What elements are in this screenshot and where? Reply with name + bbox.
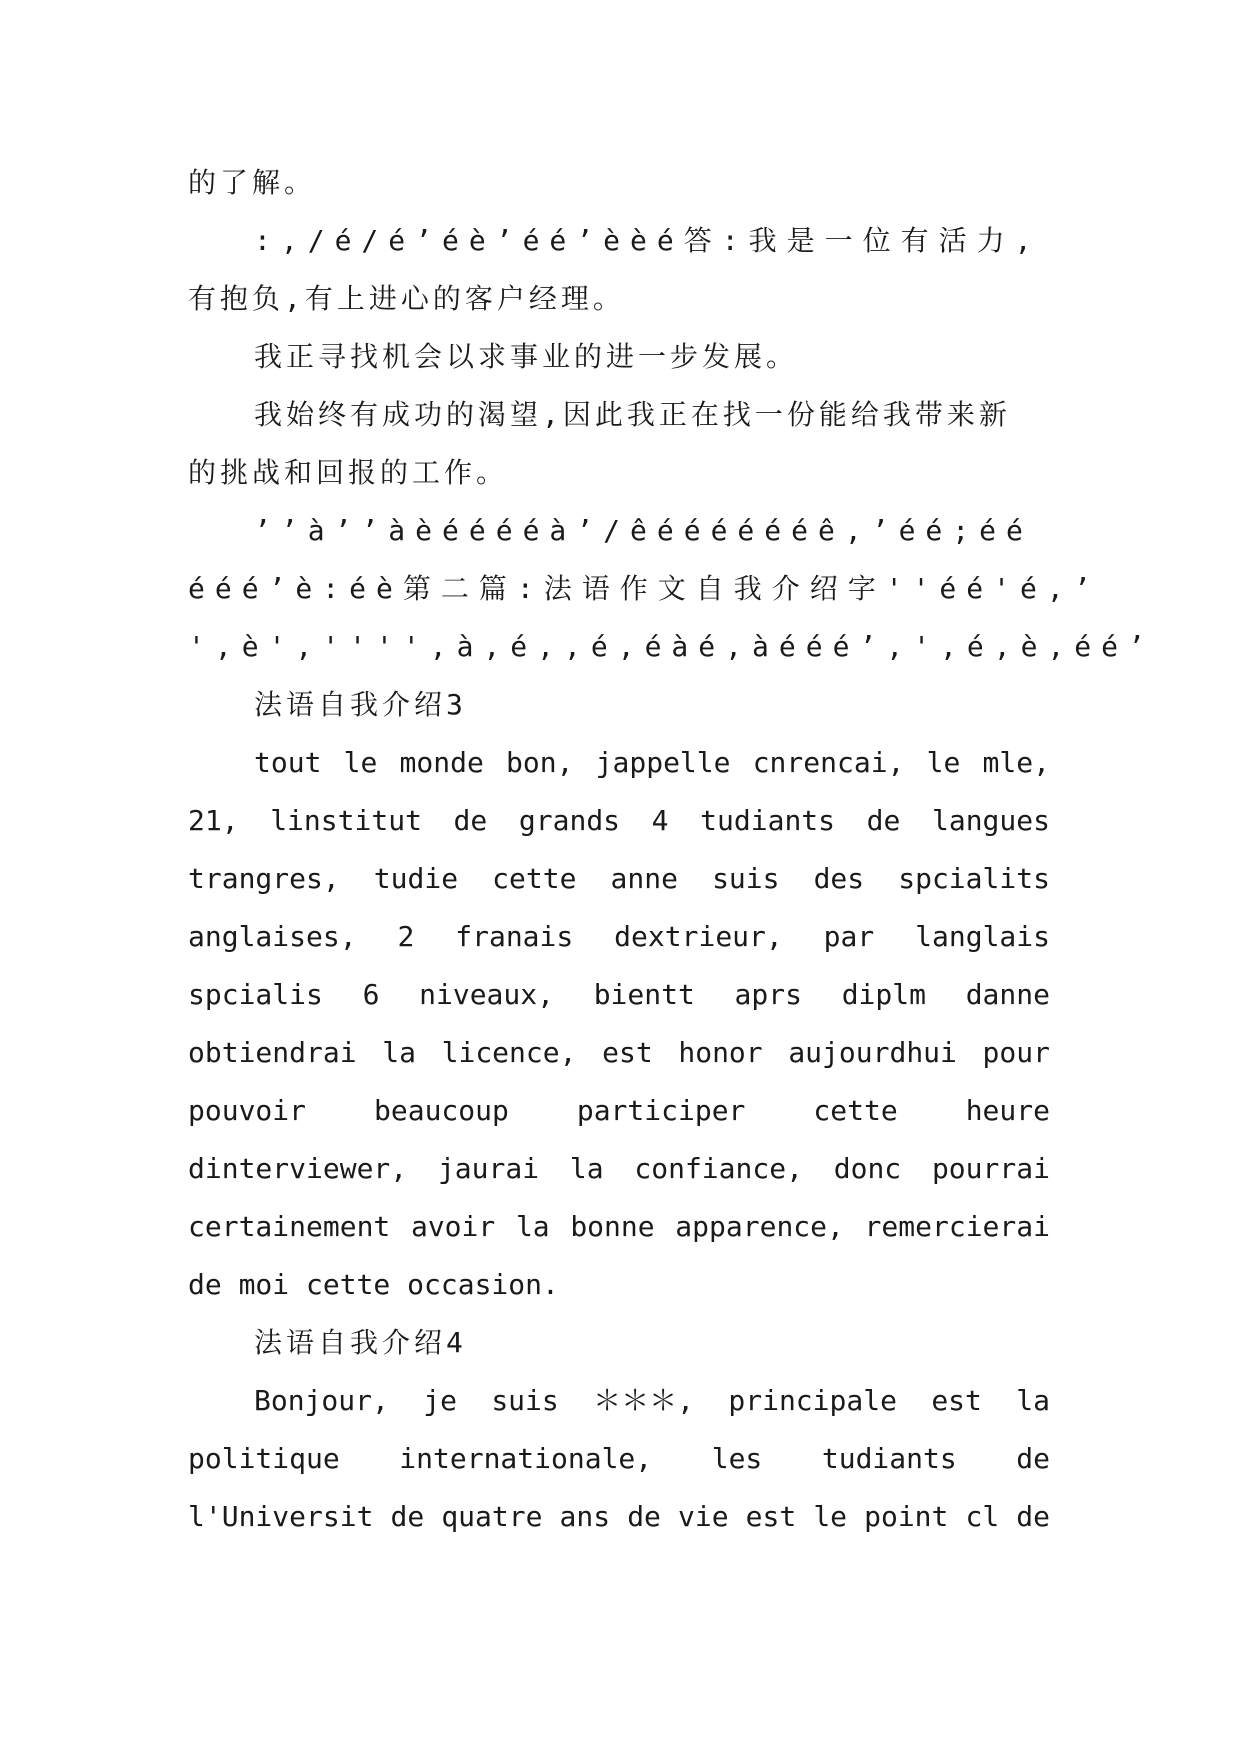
word: diplm [841,978,926,1011]
text-line: ééé’è:éè第二篇:法语作文自我介绍字''éé'é,’ [188,572,1101,605]
word: mle, [982,746,1050,779]
word: bientt [593,978,695,1011]
word: langues [931,804,1050,837]
word: l'Universit [188,1500,374,1533]
word: honor [678,1036,763,1069]
word: cette [813,1094,898,1127]
word: par [823,920,875,953]
word: cl [965,1500,1000,1533]
word: suis [712,862,780,895]
word: de [866,804,901,837]
text-line [188,1430,1050,1488]
word: jappelle [595,746,731,779]
word: licence, [441,1036,577,1069]
text-line [188,1488,1050,1546]
word: monde [399,746,484,779]
text-line [188,1024,1050,1082]
word: le [926,746,961,779]
word: bonne [570,1210,655,1243]
word: pour [982,1036,1050,1069]
word: de [627,1500,661,1533]
text-line: 我正寻找机会以求事业的进一步发展。 [254,340,799,373]
word: de [1016,1500,1050,1533]
text-line [188,966,1050,1024]
text-line [188,908,1050,966]
word: dinterviewer, [188,1152,408,1185]
word: linstitut [270,804,422,837]
word: suis [491,1384,559,1417]
word: quatre [441,1500,543,1533]
text-line [188,734,1050,792]
word: vie [678,1500,729,1533]
word: je [423,1384,457,1417]
word: ＊＊＊, [593,1384,694,1417]
text-line [188,1198,1050,1256]
text-line: 的了解。 [188,166,317,199]
word: internationale, [399,1442,653,1475]
word: la [382,1036,416,1069]
word: langlais [915,920,1050,953]
word: des [813,862,865,895]
word: 6 [362,978,380,1011]
word: cette [492,862,577,895]
text-line: 法语自我介绍4 [254,1326,467,1359]
word: de [1016,1442,1050,1475]
word: spcialis [188,978,323,1011]
text-line: ',è','''',à,é,,é,éàé,àééé’,',é,è,éé’ [188,630,1155,663]
text-line [188,1082,1050,1140]
word: donc [833,1152,902,1185]
word: point [864,1500,949,1533]
word: trangres, [188,862,340,895]
word: pouvoir [188,1094,307,1127]
word: grands [518,804,621,837]
text-line: :,/é/é’éè’éé’èèé答:我是一位有活力, [254,224,1042,257]
text-line: de moi cette occasion. [188,1268,559,1301]
word: aprs [734,978,802,1011]
word: politique [188,1442,340,1475]
text-line: 我始终有成功的渴望,因此我正在找一份能给我带来新 [254,398,1011,431]
word: est [602,1036,653,1069]
word: la [569,1152,604,1185]
word: jaurai [437,1152,540,1185]
text-line: ’’à’’àèééééà’/êééééééê,’éé;éé [254,514,1033,547]
word: tudie [373,862,459,895]
word: participer [576,1094,746,1127]
text-line [188,1140,1050,1198]
text-line [188,792,1050,850]
word: tudiants [821,1442,957,1475]
word: 2 [397,920,415,953]
word: bon, [506,746,574,779]
word: cnrencai, [752,746,905,779]
word: franais [455,920,574,953]
word: aujourdhui [788,1036,957,1069]
word: spcialits [898,862,1050,895]
word: pourrai [931,1152,1050,1185]
word: confiance, [634,1152,803,1185]
word: Bonjour, [254,1384,389,1417]
word: certainement [188,1210,391,1243]
word: obtiendrai [188,1036,357,1069]
text-line [188,1372,1050,1430]
word: danne [965,978,1050,1011]
word: le [343,746,378,779]
word: ans [559,1500,611,1533]
word: anne [610,862,678,895]
document-body [188,154,1155,1546]
word: 4 [651,804,669,837]
word: tout [254,746,322,779]
word: le [813,1500,848,1533]
word: de [390,1500,425,1533]
word: principale [728,1384,897,1417]
word: les [711,1442,763,1475]
word: est [931,1384,982,1417]
word: beaucoup [374,1094,509,1127]
word: anglaises, [188,920,357,953]
text-line: 的挑战和回报的工作。 [188,456,509,489]
word: 21, [188,804,239,837]
word: est [745,1500,797,1533]
word: dextrieur, [614,920,783,953]
word: apparence, [675,1210,844,1243]
word: avoir [410,1210,496,1243]
word: la [515,1210,550,1243]
text-line: 法语自我介绍3 [254,688,467,721]
word: remercierai [864,1210,1050,1243]
word: heure [965,1094,1050,1127]
word: de [453,804,488,837]
word: tudiants [700,804,836,837]
word: la [1016,1384,1050,1417]
text-line: 有抱负,有上进心的客户经理。 [188,282,625,315]
word: niveaux, [419,978,554,1011]
text-line [188,850,1050,908]
